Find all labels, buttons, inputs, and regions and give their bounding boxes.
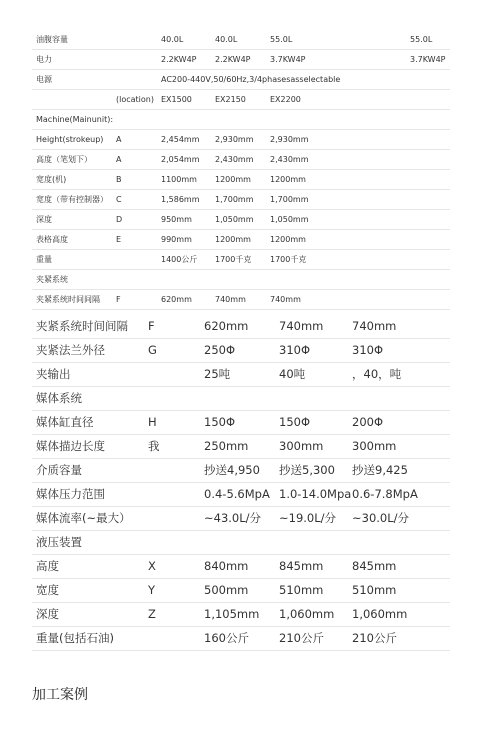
table-row [32, 170, 450, 190]
cell-ex2150: 40.0L [215, 35, 238, 44]
cell-ex2150: 抄送5,300 [279, 463, 335, 477]
table-row [32, 387, 450, 411]
row-code: Z [148, 607, 156, 621]
cell-ex2200: 抄送9,425 [352, 463, 408, 477]
cell-ex1500: 500mm [204, 583, 249, 597]
row-code: D [116, 215, 123, 224]
cell-ex1500: 160公斤 [204, 631, 249, 645]
cell-ex2150: 2.2KW4P [215, 55, 251, 64]
row-label: 宽度（带有控制器） [36, 195, 108, 204]
cell-ex2200: 845mm [352, 559, 397, 573]
cell-ex2200: 2,930mm [270, 135, 309, 144]
cell-ex2150: 1200mm [215, 175, 251, 184]
table-row [32, 603, 450, 627]
table-row [32, 70, 450, 90]
cell-ex1500: 2,454mm [161, 135, 200, 144]
cell-ex2200: 210公斤 [352, 631, 397, 645]
table-row [32, 150, 450, 170]
cell-ex2150: 150Φ [279, 415, 311, 429]
table-row [32, 435, 450, 459]
table-row [32, 230, 450, 250]
row-label: 电力 [36, 55, 52, 64]
cell-ex1500: 1100mm [161, 175, 197, 184]
spec-table-small [32, 30, 450, 310]
row-label: 油腹容量 [36, 35, 68, 44]
spec-table-large [32, 315, 450, 651]
cell-ex1500: ~43.0L/分 [204, 511, 262, 525]
cell-ex2200: 1,060mm [352, 607, 408, 621]
cell-ex2150: 2,430mm [215, 155, 254, 164]
row-label: 表格高度 [36, 235, 68, 244]
row-label: 高度 [36, 559, 59, 573]
cell-ex2150: 1,060mm [279, 607, 335, 621]
row-label: 媒体流率(~最大） [36, 511, 131, 525]
cell-ex1500: 950mm [161, 215, 192, 224]
row-label: 媒体压力范围 [36, 487, 105, 501]
row-code: B [116, 175, 122, 184]
cell-extra: 3.7KW4P [410, 55, 446, 64]
cell-ex2150: 1,700mm [215, 195, 254, 204]
cell-ex2200: ，40，吨 [352, 367, 402, 381]
row-label: 夹输出 [36, 367, 71, 381]
cell-ex2150: 1700千克 [215, 255, 252, 264]
cell-ex2150: 2,930mm [215, 135, 254, 144]
cell-ex1500: 0.4-5.6MpA [204, 487, 270, 501]
cell-ex1500: EX1500 [161, 95, 192, 104]
table-row [32, 507, 450, 531]
row-code: F [148, 319, 155, 333]
table-row [32, 411, 450, 435]
cell-ex1500: 620mm [161, 295, 192, 304]
cell-ex2150: 845mm [279, 559, 324, 573]
row-code: A [116, 155, 122, 164]
table-row [32, 627, 450, 651]
table-row [32, 30, 450, 50]
row-label: 介质容量 [36, 463, 82, 477]
table-row [32, 339, 450, 363]
row-label: 媒体描边长度 [36, 439, 105, 453]
cell-ex1500: 2,054mm [161, 155, 200, 164]
cell-ex2150: 210公斤 [279, 631, 324, 645]
cell-ex1500: 2.2KW4P [161, 55, 197, 64]
table-row [32, 290, 450, 310]
cell-ex1500: 1,105mm [204, 607, 260, 621]
cell-ex2200: 510mm [352, 583, 397, 597]
table-row [32, 270, 450, 290]
cell-ex2200: 0.6-7.8MpA [352, 487, 418, 501]
cell-ex2150: 1200mm [215, 235, 251, 244]
cell-ex1500: AC200-440V,50/60Hz,3/4phasesasselectable [161, 75, 341, 84]
cell-ex2200: 1,050mm [270, 215, 309, 224]
cell-ex2150: 300mm [279, 439, 324, 453]
table-row [32, 210, 450, 230]
cell-ex1500: 150Φ [204, 415, 236, 429]
cell-ex2150: 740mm [215, 295, 246, 304]
cell-ex2200: 1,700mm [270, 195, 309, 204]
cell-ex2200: 200Φ [352, 415, 384, 429]
cell-ex1500: 25吨 [204, 367, 231, 381]
row-code: C [116, 195, 122, 204]
row-code: F [116, 295, 121, 304]
cell-ex2200: 1200mm [270, 235, 306, 244]
table-row [32, 315, 450, 339]
row-label: 夹紧系统时间间隔 [36, 319, 128, 333]
row-label: 液压装置 [36, 535, 82, 549]
row-code: E [116, 235, 122, 244]
table-row [32, 50, 450, 70]
cell-extra: 55.0L [410, 35, 433, 44]
cell-ex2200: 1700千克 [270, 255, 307, 264]
cell-ex2200: 2,430mm [270, 155, 309, 164]
table-row [32, 483, 450, 507]
row-label: 夹紧法兰外径 [36, 343, 105, 357]
cell-ex1500: 250mm [204, 439, 249, 453]
row-label: 夹紧系统 [36, 275, 68, 284]
cell-ex2200: 740mm [270, 295, 301, 304]
row-label: Height(strokeup) [36, 135, 104, 144]
row-label: 宽度(机) [36, 175, 67, 184]
cell-ex1500: 1400公斤 [161, 255, 198, 264]
table-row [32, 459, 450, 483]
cell-ex2150: 740mm [279, 319, 324, 333]
cell-ex2200: 3.7KW4P [270, 55, 306, 64]
table-row [32, 110, 450, 130]
cell-ex1500: 抄送4,950 [204, 463, 260, 477]
row-code: A [116, 135, 122, 144]
cell-ex1500: 1,586mm [161, 195, 200, 204]
row-label: Machine(Mainunit): [36, 115, 114, 124]
cell-ex2150: 1.0-14.0Mpa [279, 487, 352, 501]
cell-ex2200: 740mm [352, 319, 397, 333]
table-row [32, 363, 450, 387]
row-code: X [148, 559, 156, 573]
row-code: Y [148, 583, 156, 597]
row-label: 电源 [36, 75, 52, 84]
row-label: 重量 [36, 255, 52, 264]
cell-ex2150: 510mm [279, 583, 324, 597]
cell-ex2200: 300mm [352, 439, 397, 453]
row-code: H [148, 415, 157, 429]
row-label: 宽度 [36, 583, 59, 597]
table-row [32, 579, 450, 603]
cell-ex2150: 40吨 [279, 367, 306, 381]
row-label: 高度（笔划下） [36, 155, 92, 164]
table-row [32, 130, 450, 150]
row-label: 媒体缸直径 [36, 415, 94, 429]
cell-ex1500: 620mm [204, 319, 249, 333]
table-row [32, 555, 450, 579]
cell-ex1500: 990mm [161, 235, 192, 244]
cell-ex2150: 1,050mm [215, 215, 254, 224]
table-row [32, 250, 450, 270]
row-code: 我 [148, 439, 160, 453]
cell-ex2200: 55.0L [270, 35, 293, 44]
cell-ex2200: EX2200 [270, 95, 301, 104]
cell-ex2150: 310Φ [279, 343, 311, 357]
cell-ex1500: 40.0L [161, 35, 184, 44]
row-code: (location) [116, 95, 154, 104]
table-row [32, 190, 450, 210]
cell-ex2150: EX2150 [215, 95, 246, 104]
section-heading: 加工案例 [32, 687, 88, 703]
row-label: 重量(包括石油) [36, 631, 114, 645]
cell-ex1500: 250Φ [204, 343, 236, 357]
cell-ex2150: ~19.0L/分 [279, 511, 337, 525]
cell-ex1500: 840mm [204, 559, 249, 573]
row-label: 深度 [36, 607, 59, 621]
row-label: 深度 [36, 215, 52, 224]
table-row [32, 90, 450, 110]
cell-ex2200: 310Φ [352, 343, 384, 357]
cell-ex2200: ~30.0L/分 [352, 511, 410, 525]
row-label: 媒体系统 [36, 391, 82, 405]
table-row [32, 531, 450, 555]
row-label: 夹紧系统时间间隔 [36, 295, 100, 304]
row-code: G [148, 343, 157, 357]
cell-ex2200: 1200mm [270, 175, 306, 184]
